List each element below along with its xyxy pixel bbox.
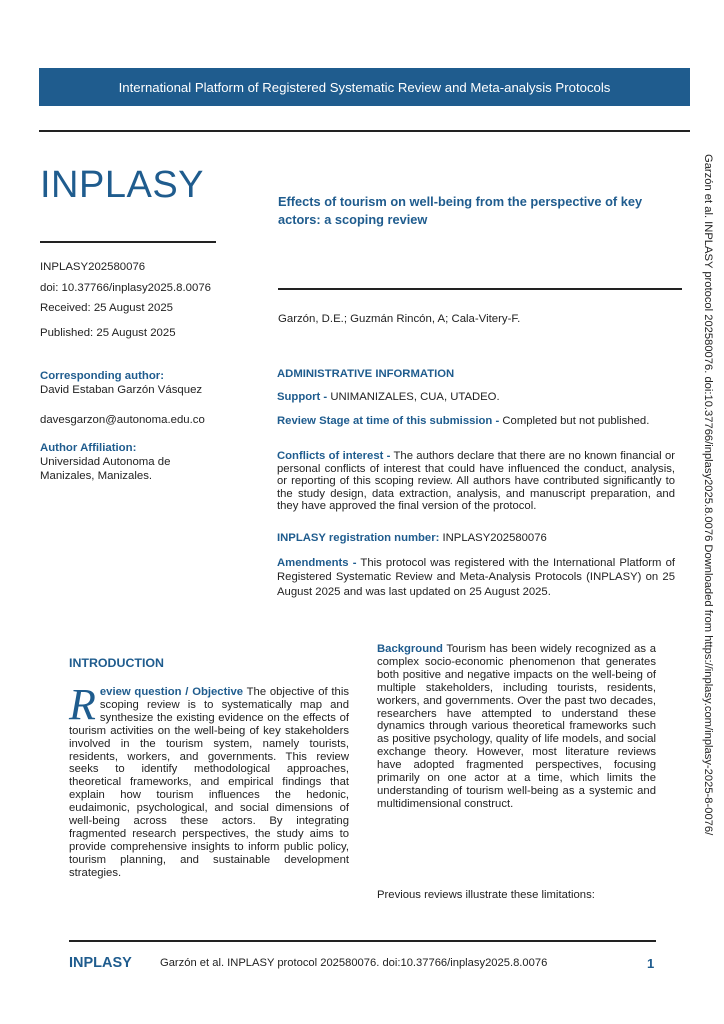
footer-divider xyxy=(69,940,656,942)
conflicts-label: Conflicts of interest - xyxy=(277,450,391,462)
side-citation: Garzón et al. INPLASY protocol 202580076. doi:10.37766/inplasy2025.8.0076 Downloaded from https://inplasy.com/inplasy-2025-8-0076/ xyxy=(702,154,714,836)
footer-citation: Garzón et al. INPLASY protocol 202580076. doi:10.37766/inplasy2025.8.0076 xyxy=(160,957,548,969)
admin-heading: ADMINISTRATIVE INFORMATION xyxy=(277,368,455,380)
admin-conflicts xyxy=(277,450,675,513)
admin-amendments xyxy=(277,556,675,599)
previous-reviews-text: Previous reviews illustrate these limitations: xyxy=(377,889,595,901)
dropcap-letter: R xyxy=(69,680,96,729)
header-banner: International Platform of Registered Systematic Review and Meta-analysis Protocols xyxy=(39,68,690,106)
corresponding-email[interactable]: davesgarzon@autonoma.edu.co xyxy=(40,414,205,426)
amendments-label: Amendments - xyxy=(277,557,357,569)
support-label: Support - xyxy=(277,391,328,403)
registration-value: INPLASY202580076 xyxy=(439,532,547,544)
received-date: Received: 25 August 2025 xyxy=(40,302,173,314)
affiliation-value: Universidad Autonoma de Manizales, Manizales. xyxy=(40,456,171,482)
affiliation-label: Author Affiliation: xyxy=(40,442,137,454)
corresponding-label: Corresponding author: xyxy=(40,370,165,382)
corresponding-name: David Estaban Garzón Vásquez xyxy=(40,384,203,396)
corresponding-author xyxy=(40,369,230,427)
review-question-label: eview question / Objective xyxy=(99,686,244,698)
admin-review-stage xyxy=(277,415,675,428)
footer-brand: INPLASY xyxy=(69,955,132,971)
registration-label: INPLASY registration number: xyxy=(277,532,440,544)
amendments-value: This protocol was registered with the International Platform of Registered Systematic Review and Meta-Analysis Protocols (INPLASY) on 25 August 2025 and was last updated on 25 August 2025. xyxy=(277,557,675,598)
article-title: Effects of tourism on well-being from the perspective of key actors: a scoping review xyxy=(278,194,643,227)
introduction-heading: INTRODUCTION xyxy=(69,656,164,670)
title-divider xyxy=(278,288,682,290)
author-list: Garzón, D.E.; Guzmán Rincón, A; Cala-Vitery-F. xyxy=(278,313,521,325)
page-number: 1 xyxy=(647,956,655,971)
brand-logo: INPLASY xyxy=(40,164,205,206)
background-text: Tourism has been widely recognized as a complex socio-economic phenomenon that generates both positive and negative impacts on the well-being of multiple stakeholders, including tourists, residents, workers, and governments. Over the past two decades, researchers have attempted to understand these dynamics through various theoretical frameworks such as positive psychology, quality of life models, and social exchange theory. However, most literature reviews have adopted fragmented perspectives, focusing primarily on one actor at a time, which limits the understanding of tourism well-being as a systemic and multidimensional construct. xyxy=(377,643,656,810)
author-affiliation xyxy=(40,441,230,483)
admin-registration xyxy=(277,532,675,545)
stage-label: Review Stage at time of this submission - xyxy=(277,415,500,427)
protocol-id: INPLASY202580076 xyxy=(40,261,146,273)
review-question-paragraph xyxy=(69,680,350,880)
background-paragraph xyxy=(377,643,656,811)
stage-value: Completed but not published. xyxy=(499,415,650,427)
doi[interactable]: doi: 10.37766/inplasy2025.8.0076 xyxy=(40,282,212,294)
published-date: Published: 25 August 2025 xyxy=(40,327,176,339)
review-question-text: The objective of this scoping review is to systematically map and synthesize the existing evidence on the effects of tourism activities on the well-being of key stakeholders involved in the tourism system, namely tourists, residents, workers, and governments. This review seeks to identify methodological approaches, theoretical frameworks, and empirical findings that explain how tourism influences the hedonic, eudaimonic, psychological, and social dimensions of well-being across these actors. By integrating fragmented research perspectives, the study aims to provide comprehensive insights to inform public policy, tourism planning, and sustainable development strategies. xyxy=(69,686,350,879)
background-label: Background xyxy=(377,643,443,655)
top-divider xyxy=(39,130,690,132)
admin-support xyxy=(277,391,675,404)
conflicts-value: The authors declare that there are no known financial or personal conflicts of interest that could have influenced the conduct, analysis, or reporting of this scoping review. All authors have contributed significantly to the study design, data extraction, analysis, and manuscript preparation, and they have approved the final version of the protocol. xyxy=(277,450,675,512)
support-value: UNIMANIZALES, CUA, UTADEO. xyxy=(327,391,500,403)
brand-divider xyxy=(40,241,216,243)
